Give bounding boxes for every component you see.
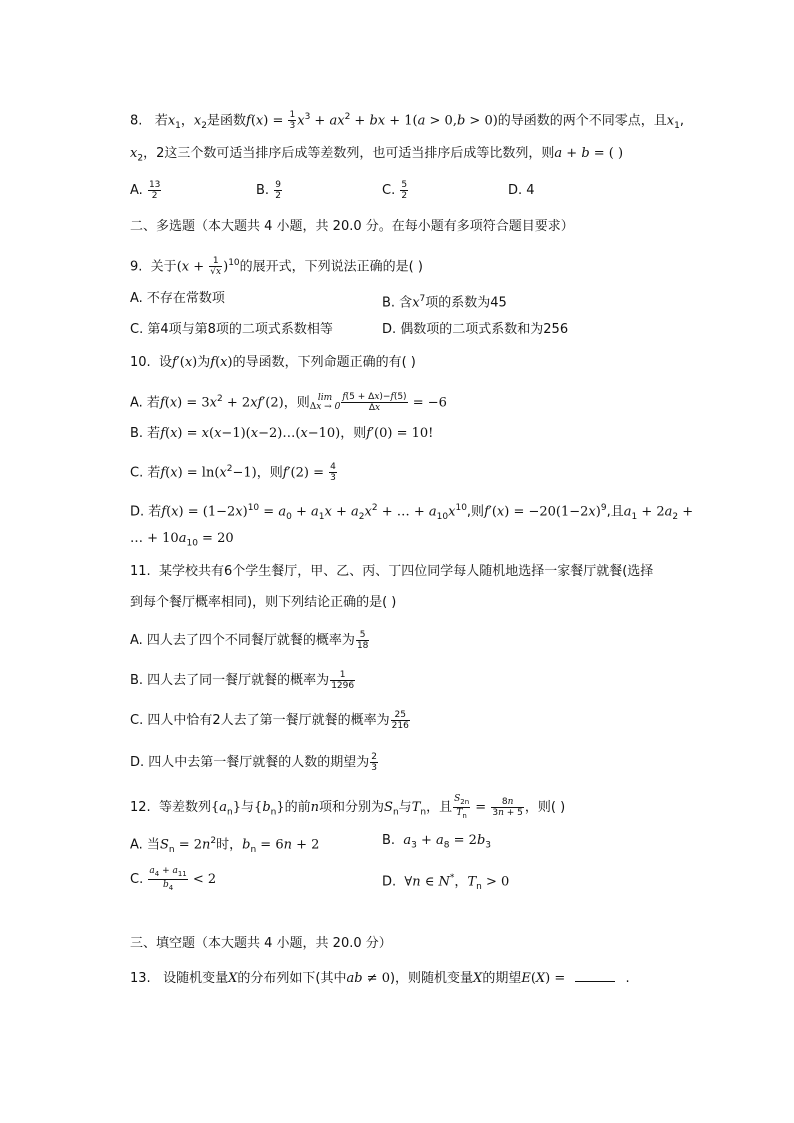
q8-line2: $x_2$，2这三个数可适当排序后成等差数列，也可适当排序后成等比数列，则a + b = ( )	[130, 146, 624, 164]
q12-option-d[interactable]: D. ∀n ∈ N*，$T_n > 0$	[382, 873, 510, 892]
q9-stem: 9. 关于(x + $\frac{1}{√x}$ )$^{10}$的展开式，下列说法正确的是( )	[130, 256, 423, 278]
q11-option-c[interactable]: C. 四人中恰有2人去了第一餐厅就餐的概率为 $\frac{25}{216}$	[130, 710, 409, 731]
q10-option-c[interactable]: C. 若$f(x) = \ln(x^2-1)$，则f′(2) = $\frac{4}{3}$	[130, 462, 336, 484]
q10-option-d-cont: … + $10a_{10} = 20$	[130, 531, 234, 549]
q8-line1: 8. 若$x_1$，$x_2$是函数f(x) = $\frac{1}{3}$ $x^3 + ax^2$ + bx + 1(a > 0,b > 0)的导函数的两个不同零点，且$x_1$,	[130, 110, 685, 132]
q10-option-a[interactable]: A. 若$f(x) = 3x^2 + 2xf'(2)$，则 lim Δx → 0 $\frac{f(5 + \Delta x)-f(5)}{\Delta x}$ = −6	[130, 392, 447, 414]
q9-option-a[interactable]: A. 不存在常数项	[130, 291, 225, 306]
q12-option-a[interactable]: A. 当$S_n = 2n^2$时，$b_n = 6n + 2$	[130, 836, 320, 855]
q10-option-b[interactable]: B. 若f(x) = x(x−1)(x−2)…(x−10)，则f′(0) = 10!	[130, 426, 434, 441]
q9-option-c[interactable]: C. 第4项与第8项的二项式系数相等	[130, 322, 333, 337]
q9-option-d[interactable]: D. 偶数项的二项式系数和为256	[382, 322, 569, 337]
section-2-heading: 二、多选题（本大题共 4 小题，共 20.0 分。在每小题有多项符合题目要求）	[130, 219, 574, 234]
q8-option-a[interactable]: A. $\frac{13}{2}$	[130, 180, 161, 201]
q12-option-b[interactable]: B. $a_3 + a_8 = 2b_3$	[382, 833, 491, 851]
q9-option-b[interactable]: B. 含$x^7$项的系数为45	[382, 294, 507, 311]
q12-option-c[interactable]: C. $\frac{a_4 + a_{11}}{b_4}$ < 2	[130, 866, 217, 892]
answer-blank[interactable]	[575, 981, 615, 982]
q10-stem: 10. 设f′(x)为f(x)的导函数，下列命题正确的有( )	[130, 355, 416, 370]
q8-option-b[interactable]: B. $\frac{9}{2}$	[256, 180, 281, 201]
q10-option-d[interactable]: D. 若$f(x) = (1-2x)^{10} = a_0 + a_1x + a_2x^2$ + … + $a_{10}x^{10}$,则$f'(x) = -20(1-2x)^9$,且$a_1 + 2a_2$ +	[130, 503, 694, 522]
section-3-heading: 三、填空题（本大题共 4 小题，共 20.0 分）	[130, 936, 392, 951]
q8-option-c[interactable]: C. $\frac{5}{2}$	[382, 180, 408, 201]
q13-stem: 13. 设随机变量X的分布列如下(其中ab ≠ 0)，则随机变量X的期望E(X) = .	[130, 971, 630, 986]
q11-option-b[interactable]: B. 四人去了同一餐厅就餐的概率为 $\frac{1}{1296}$	[130, 670, 355, 691]
q11-stem-line2: 到每个餐厅概率相同)，则下列结论正确的是( )	[130, 595, 397, 610]
q8-option-d[interactable]: D. 4	[508, 183, 535, 198]
q11-option-d[interactable]: D. 四人中去第一餐厅就餐的人数的期望为 $\frac{2}{3}$	[130, 752, 378, 773]
q11-option-a[interactable]: A. 四人去了四个不同餐厅就餐的概率为 $\frac{5}{18}$	[130, 630, 369, 651]
q11-stem-line1: 11. 某学校共有6个学生餐厅，甲、乙、丙、丁四位同学每人随机地选择一家餐厅就餐(选择	[130, 564, 654, 579]
q12-stem: 12. 等差数列$\{a_n\}$与$\{b_n\}$的前n项和分别为$S_n$与$T_n$，且 $\frac{S_{2n}}{T_n}$ = $\frac{8n}{3n + 5}$ ，则( )	[130, 794, 566, 820]
